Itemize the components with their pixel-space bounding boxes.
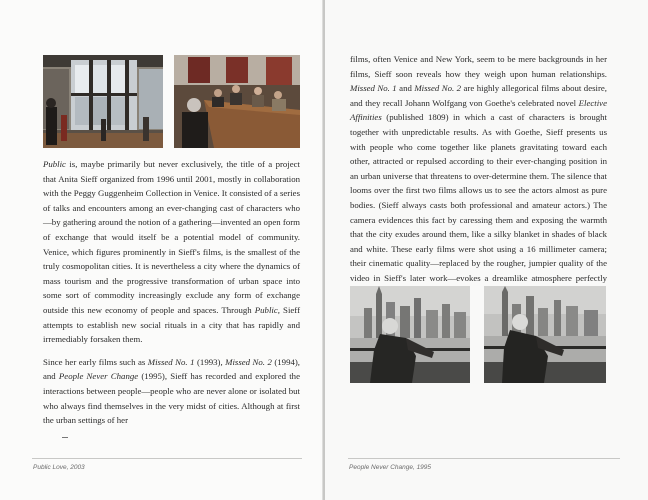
left-caption: Public Love, 2003 <box>33 464 85 471</box>
left-body-text <box>43 157 300 436</box>
public-title-italic: Public <box>43 159 66 169</box>
left-page-mark <box>62 437 68 438</box>
right-page <box>325 0 648 500</box>
conference-table-photo <box>174 55 300 148</box>
right-paragraph: films, often Venice and New York, seem to be mere backgrounds in her films, Sieff soon reveals how they weigh upon human relationships. Missed No. 1 and Missed No. 2 are highly allegorical films about desire, and they recall Johann Wolfgang von Goethe's celebrated novel Elective Affinities (published 1809) in which a cast of characters is brought together with unpredictable results. As with Goethe, Sieff presents us with people who come together like planets gravitating toward each other, attracted or repulsed according to their ever-changing position in an urban universe that threatens to over-determine them. The silence that looms over the first two films allows us to see the actors almost as pure bodies. (Sieff always casts both professional and amateur actors.) The camera evidences this fact by caressing them and exposing the warmth that the city exudes around them, like a silky blanket in shades of black and white. These early films were shot using a 16 millimeter camera; their cinematic quality—replaced by the rougher, jumpier quality of the video in Sieff's later work—evokes a dreamlike atmosphere perfectly <box>350 54 607 283</box>
skyline-figure-photo-1 <box>350 286 470 383</box>
right-caption-rule <box>348 458 620 459</box>
left-paragraph-1: Public is, maybe primarily but never exclusively, the title of a project that Anita Sieff organized from 1996 until 2001, mostly in collaboration with the Peggy Guggenheim Collection in Venice. It consisted of a series of talks and encounters among an ever-changing cast of characters who—by gathering around the notion of a gathering—invented an open form of exchange that would itself be a potential model of community. Venice, which figures prominently in Sieff's films, is the smallest of the truly cosmopolitan cities. It is nevertheless a city where the dynamics of mass tourism and the progressive transformation of urban space into some sort of commodity increasingly exclude any form of exchange outside this new economy of people and spaces. Through Public, Sieff attempts to establish new social rituals in a city that has rapidly and irremediably forsaken them. <box>43 159 301 345</box>
right-body-text <box>350 52 607 308</box>
gallery-hall-photo <box>43 55 163 148</box>
skyline-figure-photo-2 <box>484 286 606 383</box>
right-caption: People Never Change, 1995 <box>349 464 432 471</box>
left-paragraph-2: Since her early films such as Missed No. 1 (1993), Missed No. 2 (1994), and People Never Change (1995), Sieff has recorded and explored the interactions between people—people who are never alone or isolated but who always find themselves in the very midst of cities. Although at first the urban settings of her <box>43 356 301 426</box>
left-page <box>0 0 323 500</box>
left-caption-rule <box>32 458 302 459</box>
